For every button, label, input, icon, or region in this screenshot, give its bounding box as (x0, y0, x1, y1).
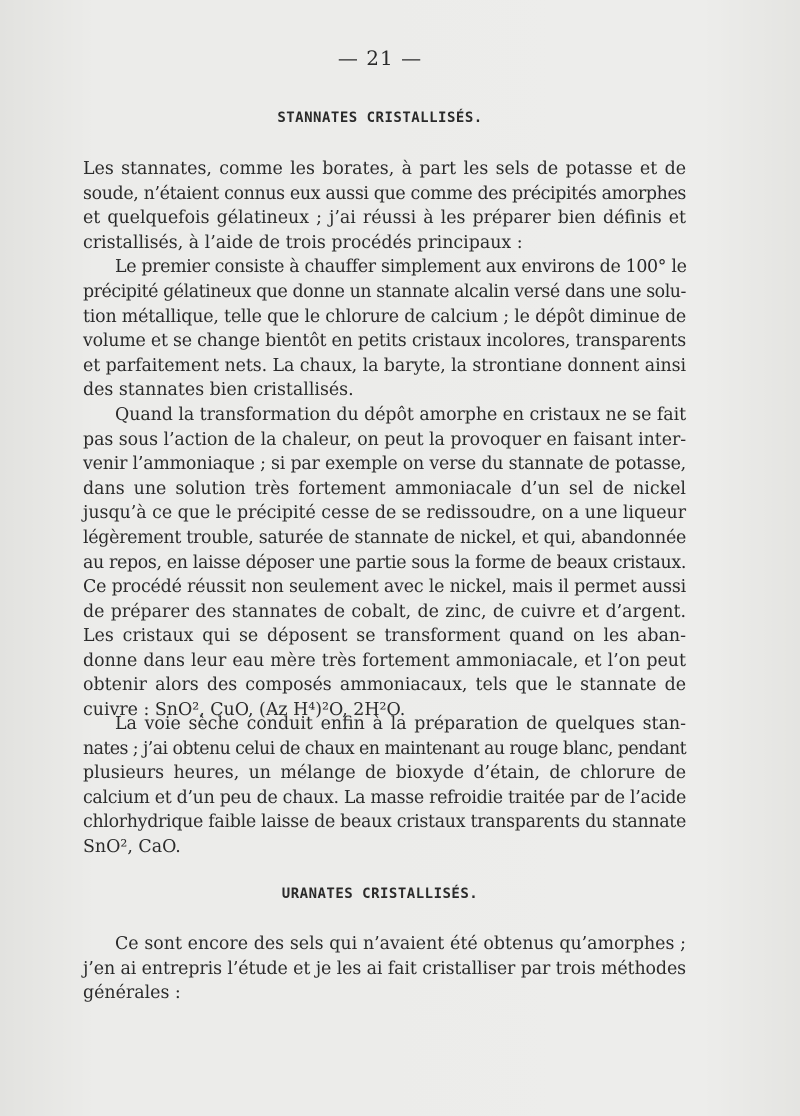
text-line: La voie sèche conduit enfin à la préparation de quelques stan- (115, 714, 686, 734)
text-line: générales : (83, 983, 181, 1004)
text-line: calcium et d’un peu de chaux. La masse refroidie traitée par de l’acide (83, 787, 687, 808)
text-line: chlorhydrique faible laisse de beaux cristaux transparents du stannate (83, 812, 686, 833)
text-line: Ce procédé réussit non seulement avec le nickel, mais il permet aussi (83, 577, 686, 598)
text-line: SnO², CaO. (83, 836, 181, 857)
text-line: Le premier consiste à chauffer simplement aux environs de 100° le (115, 257, 687, 278)
text-line: de préparer des stannates de cobalt, de zinc, de cuivre et d’argent. (83, 601, 686, 622)
text-line: pas sous l’action de la chaleur, on peut la provoquer en faisant inter- (83, 429, 687, 450)
text-line: dans une solution très fortement ammoniacale d’un sel de nickel (83, 478, 686, 499)
text-line: et parfaitement nets. La chaux, la baryte, la strontiane donnent ainsi (83, 355, 687, 376)
text-line: soude, n’étaient connus eux aussi que comme des précipités amorphes (83, 183, 687, 204)
section-heading-stannates: STANNATES CRISTALLISÉS. (277, 110, 483, 126)
text-line: cuivre : SnO², CuO, (Az H⁴)²O, 2H²O. (83, 700, 406, 721)
text-line: volume et se change bientôt en petits cristaux incolores, transparents (83, 331, 686, 352)
page-number: — 21 — (337, 46, 423, 70)
text-line: plusieurs heures, un mélange de bioxyde d’étain, de chlorure de (83, 763, 686, 784)
text-line: Les cristaux qui se déposent se transforment quand on les aban- (83, 626, 686, 647)
text-line: obtenir alors des composés ammoniacaux, tels que le stannate de (83, 675, 686, 696)
text-line: venir l’ammoniaque ; si par exemple on verse du stannate de potasse, (83, 454, 686, 475)
uranates-paragraph (83, 932, 686, 1006)
text-line: Ce sont encore des sels qui n’avaient été obtenus qu’amorphes ; (115, 934, 686, 954)
text-line: Quand la transformation du dépôt amorphe en cristaux ne se fait (115, 404, 687, 425)
text-line: cristallisés, à l’aide de trois procédés principaux : (83, 232, 523, 253)
stannates-paragraphs (83, 157, 686, 723)
text-line: tion métallique, telle que le chlorure de calcium ; le dépôt diminue de (83, 306, 686, 327)
text-line: précipité gélatineux que donne un stannate alcalin versé dans une solu- (83, 281, 686, 302)
text-line: jusqu’à ce que le précipité cesse de se redissoudre, on a une liqueur (83, 503, 686, 524)
section-heading-uranates: URANATES CRISTALLISÉS. (281, 886, 479, 902)
text-line: donne dans leur eau mère très fortement ammoniacale, et l’on peut (83, 650, 686, 671)
text-line: légèrement trouble, saturée de stannate de nickel, et qui, abandonnée (83, 527, 686, 548)
text-line: j’en ai entrepris l’étude et je les ai fait cristalliser par trois méthodes (83, 958, 687, 979)
text-line: et quelquefois gélatineux ; j’ai réussi à les préparer bien définis et (83, 208, 686, 229)
text-line: nates ; j’ai obtenu celui de chaux en maintenant au rouge blanc, pendant (83, 738, 686, 759)
text-line: Les stannates, comme les borates, à part les sels de potasse et de (83, 159, 686, 179)
text-line: des stannates bien cristallisés. (83, 380, 354, 401)
text-line: au repos, en laisse déposer une partie sous la forme de beaux cristaux. (83, 552, 686, 573)
dry-method-paragraph (83, 712, 686, 860)
